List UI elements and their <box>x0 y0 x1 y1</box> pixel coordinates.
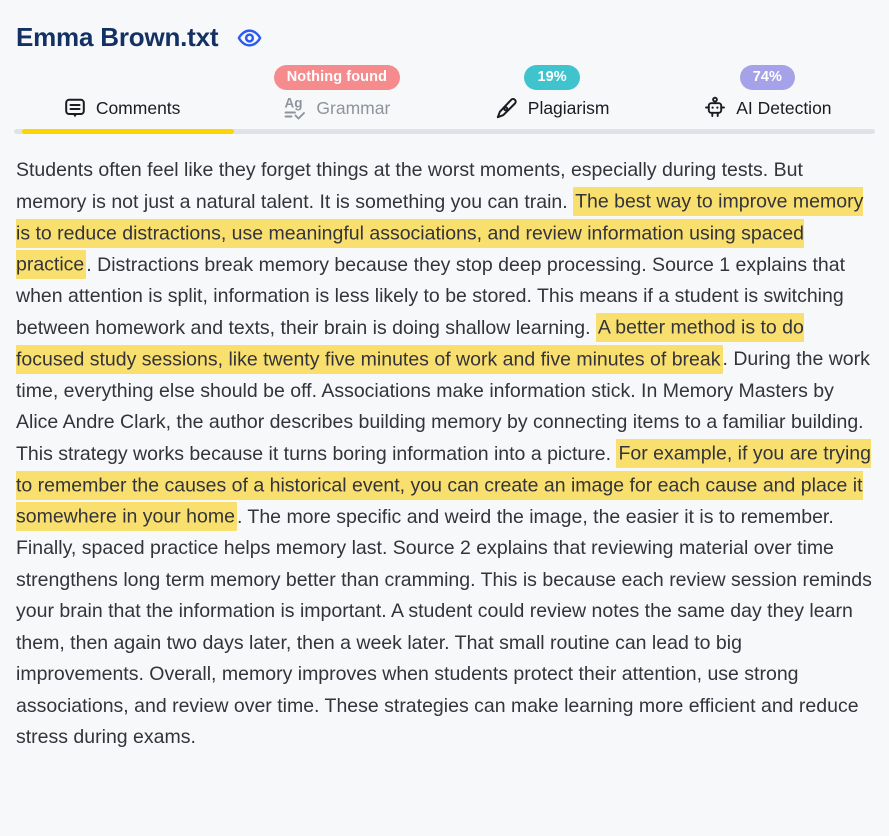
text-segment: . The more specific and weird the image, the easier it is to remember. Finally, spaced practice helps memory last. Source 2 explains that reviewing material over time strengthens long term memory better than cramming. This is because each review session reminds your brain that the information is important. A student could review notes the same day they learn them, then again two days later, then a week later. That small routine can lead to big improvements. Overall, memory improves when students protect their attention, use strong associations, and review over time. These strategies can make learning more efficient and reduce stress during exams. <box>16 505 872 748</box>
highlighted-segment[interactable]: For example, if you are trying to remember the causes of a historical event, you can create an image for each cause and place it somewhere in your home <box>16 439 871 531</box>
tab-label: AI Detection <box>736 97 832 118</box>
text-segment: . During the work time, everything else should be off. Associations make information stick. In Memory Masters by Alice Andre Clark, the author describes building memory by connecting items to a familiar building. This strategy works because it turns boring information into a picture. <box>16 348 870 465</box>
plagiarism-score-badge: 19% <box>524 65 579 90</box>
tab-label: Comments <box>95 97 181 118</box>
svg-text:Ag: Ag <box>284 96 303 111</box>
tab-ai-detection[interactable] <box>660 65 875 129</box>
tab-grammar[interactable] <box>229 65 444 129</box>
grammar-check-icon <box>283 96 307 120</box>
tab-underline-track <box>14 129 875 134</box>
active-tab-indicator <box>22 129 235 134</box>
comment-icon <box>63 96 87 120</box>
text-segment: . Distractions break memory because they stop deep processing. Source 1 explains that when attention is split, information is less likely to be stored. This means if a student is switching between homework and texts, their brain is doing shallow learning. <box>16 253 846 339</box>
preview-toggle-button[interactable] <box>234 25 265 51</box>
tab-comments[interactable] <box>14 65 229 129</box>
text-segment: Students often feel like they forget things at the worst moments, especially during tests. But memory is not just a natural talent. It is something you can train. <box>16 159 803 213</box>
document-content <box>0 134 889 754</box>
tab-plagiarism[interactable] <box>445 65 660 129</box>
highlighted-segment[interactable]: A better method is to do focused study sessions, like twenty five minutes of work and five minutes of break <box>16 313 804 374</box>
document-text <box>16 155 873 754</box>
tab-label: Grammar <box>316 97 391 118</box>
robot-icon <box>703 96 727 120</box>
tab-bar <box>14 65 875 134</box>
grammar-status-badge: Nothing found <box>274 65 400 90</box>
tab-label: Plagiarism <box>527 97 610 118</box>
ai-detection-score-badge: 74% <box>740 65 795 90</box>
eye-icon <box>234 25 265 51</box>
header <box>0 0 889 61</box>
pen-icon <box>495 96 519 120</box>
highlighted-segment[interactable]: The best way to improve memory is to reduce distractions, use meaningful associations, and review information using spaced practice <box>16 187 863 279</box>
document-title: Emma Brown.txt <box>16 22 219 52</box>
